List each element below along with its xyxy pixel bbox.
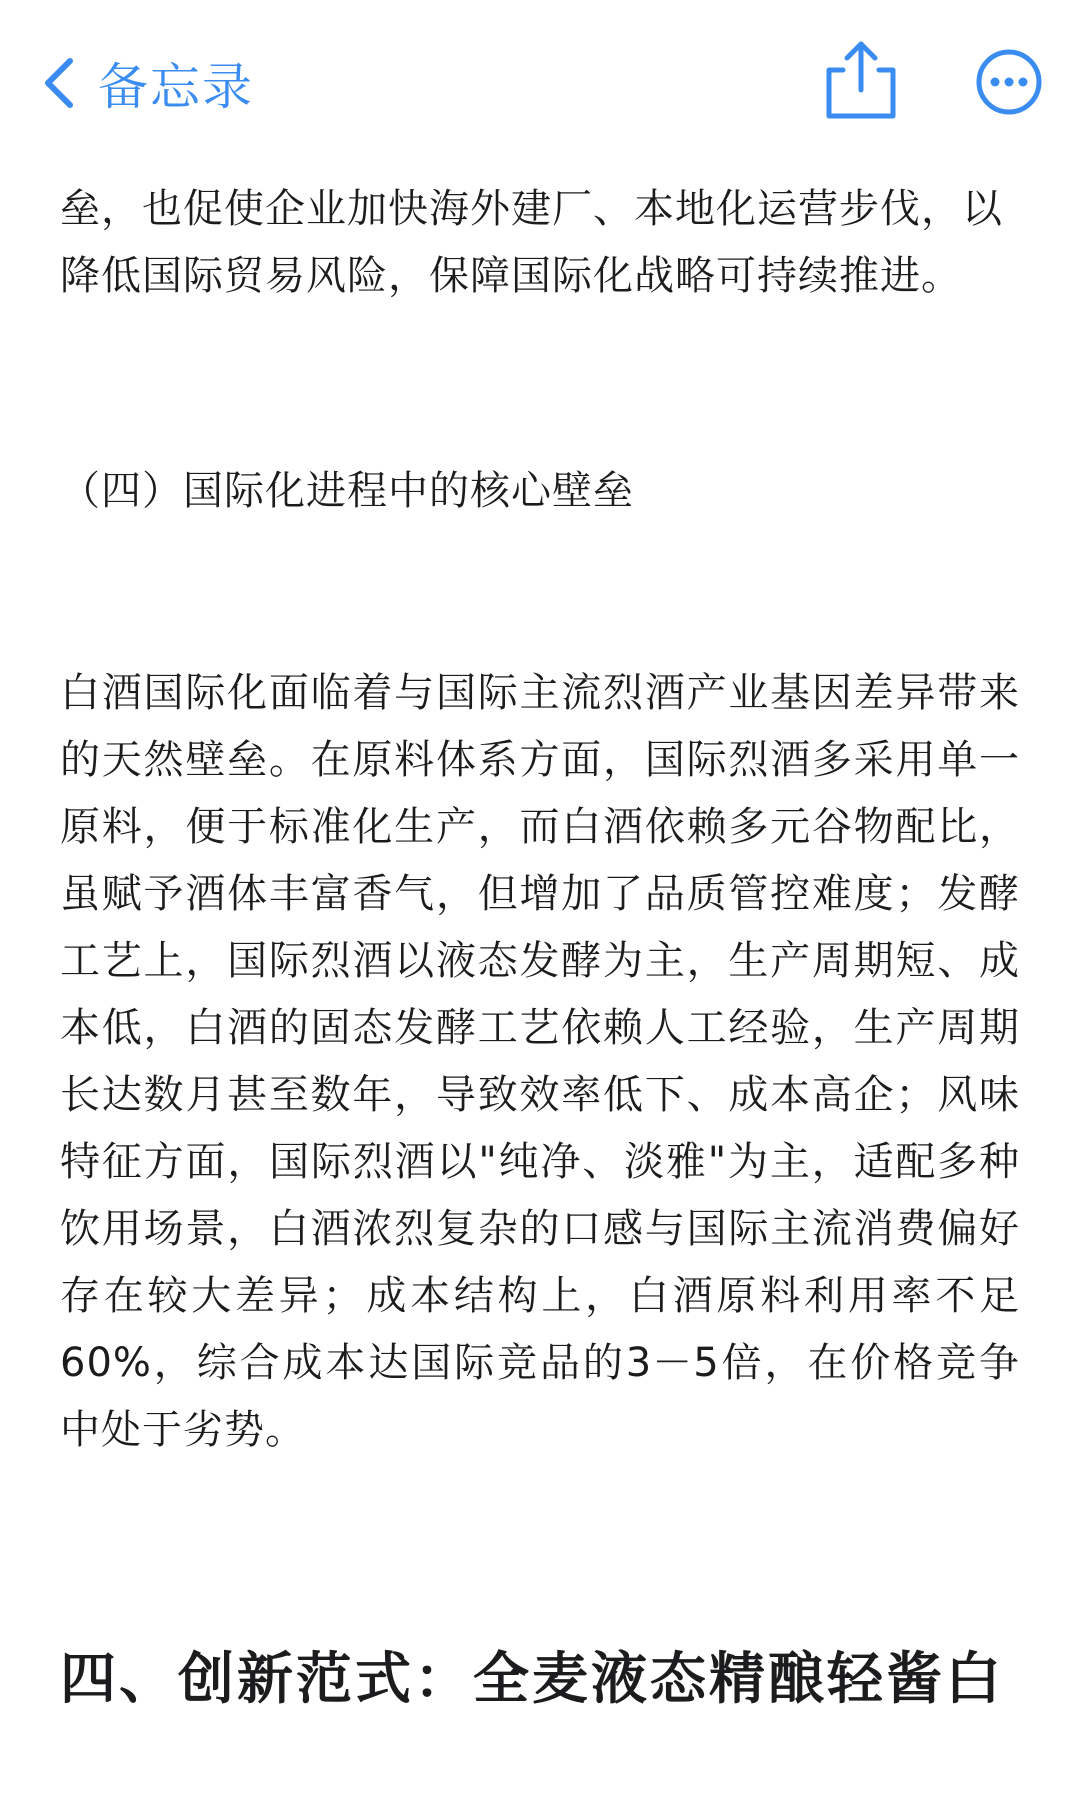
paragraph-continuation: 垒，也促使企业加快海外建厂、本地化运营步伐，以降低国际贸易风险，保障国际化战略可持续推进。 (60, 186, 1003, 299)
share-icon[interactable] (825, 40, 897, 122)
navigation-bar (0, 0, 1080, 170)
chevron-left-icon[interactable] (40, 53, 80, 113)
back-label[interactable]: 备忘录 (98, 58, 254, 116)
section-heading: 四、创新范式：全麦液态精酿轻酱白 (60, 1647, 1004, 1712)
subheading: （四）国际化进程中的核心壁垒 (60, 468, 634, 514)
paragraph-main: 白酒国际化面临着与国际主流烈酒产业基因差异带来的天然壁垒。在原料体系方面，国际烈酒多采用单一原料，便于标准化生产，而白酒依赖多元谷物配比，虽赋予酒体丰富香气，但增加了品质管控难度；发酵工艺上，国际烈酒以液态发酵为主，生产周期短、成本低，白酒的固态发酵工艺依赖人工经验，生产周期长达数月甚至数年，导致效率低下、成本高企；风味特征方面，国际烈酒以"纯净、淡雅"为主，适配多种饮用场景，白酒浓烈复杂的口感与国际主流消费偏好存在较大差异；成本结构上，白酒原料利用率不足60%，综合成本达国际竞品的3－5倍，在价格竞争中处于劣势。 (60, 670, 1020, 1453)
more-ellipsis-icon[interactable] (975, 48, 1043, 116)
back-button[interactable] (40, 48, 254, 118)
